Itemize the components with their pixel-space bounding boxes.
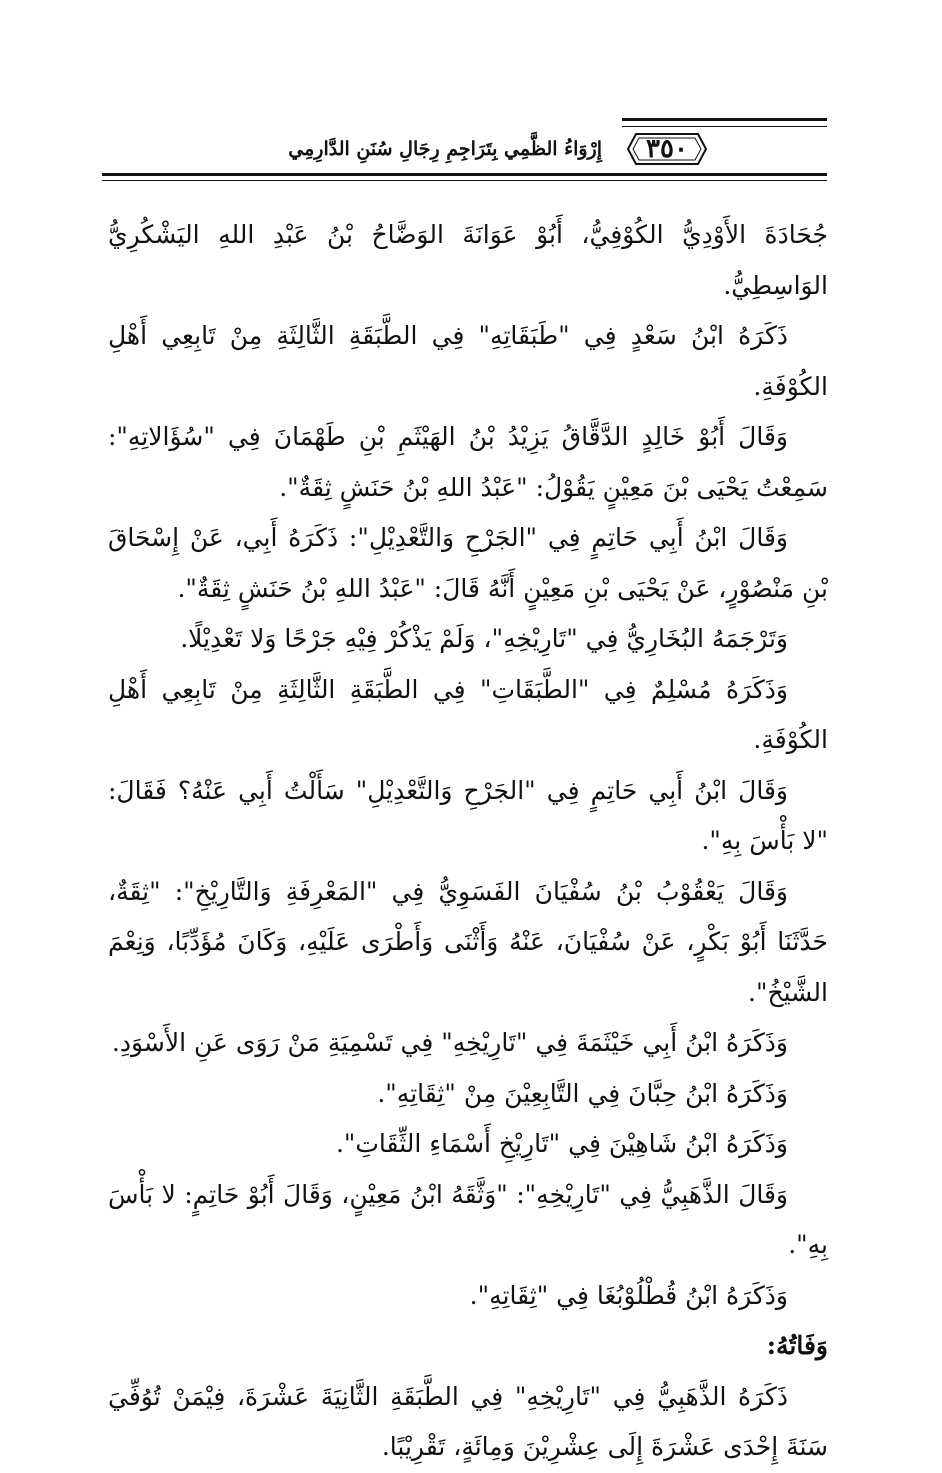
paragraph: وَقَالَ ابْنُ أَبِي حَاتِمٍ فِي "الجَرْحِ وَالتَّعْدِيْلِ" سَأَلْتُ أَبِي عَنْهُ؟ فَقَالَ: "لا بَأْسَ بِهِ". — [108, 775, 828, 855]
paragraph: ذَكَرَهُ ابْنُ سَعْدٍ فِي "طَبَقَاتِهِ" فِي الطَّبَقَةِ الثَّالِثَةِ مِنْ تَابِعِي أَهْلِ الكُوْفَةِ. — [108, 321, 828, 401]
header-rule-bottom — [102, 173, 827, 181]
paragraph: وَقَالَ الذَّهَبِيُّ فِي "تَارِيْخِهِ": "وَثَّقَهُ ابْنُ مَعِيْنٍ، وَقَالَ أَبُوْ حَاتِمٍ: لا بَأْسَ بِهِ". — [108, 1179, 828, 1259]
death-paragraph: ذَكَرَهُ الذَّهَبِيُّ فِي "تَارِيْخِهِ" فِي الطَّبَقَةِ الثَّانِيَةَ عَشْرَةَ، فِيْمَنْ تُوُفِّيَ سَنَةَ إِحْدَى عَشْرَةَ إِلَى عِشْرِيْنَ وَمِائَةٍ، تَقْرِيْبًا. — [108, 1381, 828, 1461]
paragraph: وَقَالَ ابْنُ أَبِي حَاتِمٍ فِي "الجَرْحِ وَالتَّعْدِيْلِ": ذَكَرَهُ أَبِي، عَنْ إِسْحَاقَ بْنِ مَنْصُوْرٍ، عَنْ يَحْيَى بْنِ مَعِيْنٍ أَنَّهُ قَالَ: "عَبْدُ اللهِ بْنُ حَنَشٍ ثِقَةٌ". — [108, 523, 828, 603]
paragraph: وَذَكَرَهُ مُسْلِمٌ فِي "الطَّبَقَاتِ" فِي الطَّبَقَةِ الثَّالِثَةِ مِنْ تَابِعِي أَهْلِ الكُوْفَةِ. — [108, 674, 828, 754]
page-header — [102, 118, 827, 180]
paragraph: وَقَالَ أَبُوْ خَالِدٍ الدَّقَّاقُ يَزِيْدُ بْنُ الهَيْثَمِ بْنِ طَهْمَانَ فِي "سُؤَالاتِهِ": سَمِعْتُ يَحْيَى بْنَ مَعِيْنٍ يَقُوْلُ: "عَبْدُ اللهِ بْنُ حَنَشٍ ثِقَةٌ". — [108, 422, 828, 502]
paragraph: وَذَكَرَهُ ابْنُ حِبَّانَ فِي التَّابِعِيْنَ مِنْ "ثِقَاتِهِ". — [377, 1078, 788, 1108]
paragraph: وَتَرْجَمَهُ البُخَارِيُّ فِي "تَارِيْخِهِ"، وَلَمْ يَذْكُرْ فِيْهِ جَرْحًا وَلا تَعْدِيْلًا. — [180, 624, 788, 653]
paragraph: وَذَكَرَهُ ابْنُ أَبِي خَيْثَمَةَ فِي "تَارِيْخِهِ" فِي تَسْمِيَةِ مَنْ رَوَى عَنِ الأَسْوَدِ. — [111, 1028, 788, 1057]
paragraph: وَذَكَرَهُ ابْنُ قُطْلُوْبُغَا فِي "ثِقَاتِهِ". — [469, 1280, 788, 1310]
section-heading: وَفَاتُهُ: — [766, 1331, 828, 1360]
paragraph: وَقَالَ يَعْقُوْبُ بْنُ سُفْيَانَ الفَسَوِيُّ فِي "المَعْرِفَةِ وَالتَّارِيْخِ": "ثِقَةٌ، حَدَّثَنَا أَبُوْ بَكْرٍ، عَنْ سُفْيَانَ، عَنْهُ وَأَثْنَى وَأَطْرَى عَلَيْهِ، وَكَانَ مُؤَدِّبًا، وَنِعْمَ الشَّيْخُ". — [108, 876, 828, 1007]
body-text — [108, 210, 828, 1473]
page-number-badge — [622, 128, 712, 170]
paragraph: جُحَادَةَ الأَوْدِيُّ الكُوْفِيُّ، أَبُوْ عَوَانَةَ الوَضَّاحُ بْنُ عَبْدِ اللهِ اليَشْكُرِيُّ الوَاسِطِيُّ. — [108, 220, 828, 300]
header-rule-top — [622, 118, 827, 127]
book-title: إِرْوَاءُ الظَّمِي بِتَرَاجِمِ رِجَالِ سُنَنِ الدَّارِمِي — [288, 138, 602, 160]
page-number: ٣٥٠ — [646, 134, 688, 164]
paragraph: وَذَكَرَهُ ابْنُ شَاهِيْنَ فِي "تَارِيْخِ أَسْمَاءِ الثِّقَاتِ". — [335, 1129, 788, 1158]
